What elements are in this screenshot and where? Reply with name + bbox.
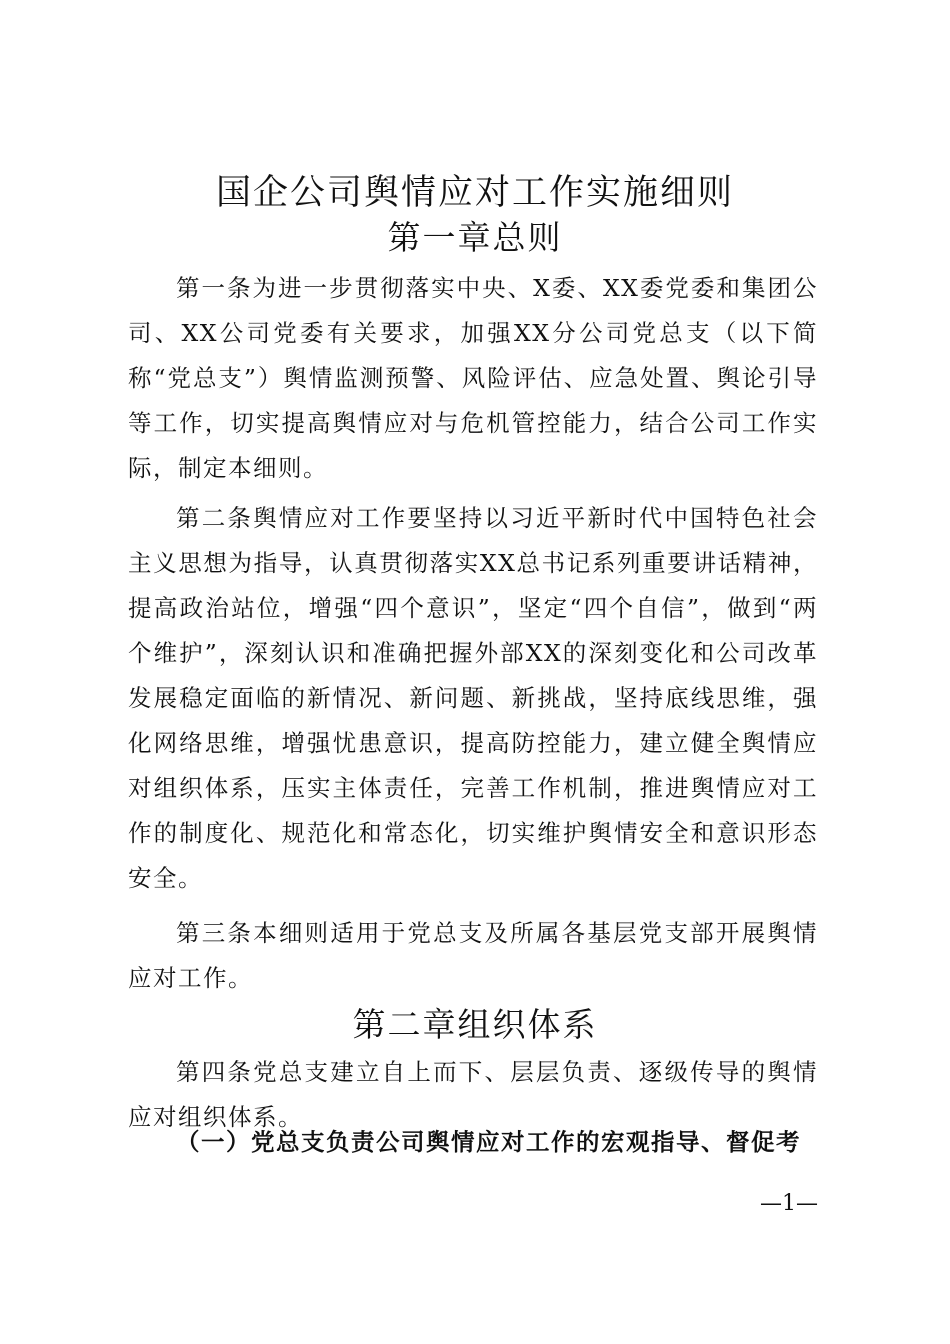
article-3-paragraph: 第三条本细则适用于党总支及所属各基层党支部开展舆情应对工作。 [128,919,818,992]
chapter-2-heading: 第二章组织体系 [352,1005,598,1044]
article-1-paragraph: 第一条为进一步贯彻落实中央、X委、XX委党委和集团公司、XX公司党委有关要求，加强XX分公司党总支（以下简称“党总支”）舆情监测预警、风险评估、应急处置、舆论引导等工作，切实提高舆情应对与危机管控能力，结合公司工作实际，制定本细则。 [128,274,818,482]
item-1-paragraph: （一）党总支负责公司舆情应对工作的宏观指导、督促考 [176,1128,801,1156]
chapter-1-heading: 第一章总则 [387,218,563,257]
article-2-paragraph: 第二条舆情应对工作要坚持以习近平新时代中国特色社会主义思想为指导，认真贯彻落实XX总书记系列重要讲话精神，提高政治站位，增强“四个意识”，坚定“四个自信”，做到“两个维护”，深刻认识和准确把握外部XX的深刻变化和公司改革发展稳定面临的新情况、新问题、新挑战，坚持底线思维，强化网络思维，增强忧患意识，提高防控能力，建立健全舆情应对组织体系，压实主体责任，完善工作机制，推进舆情应对工作的制度化、规范化和常态化，切实维护舆情安全和意识形态安全。 [128,504,818,892]
document-title: 国企公司舆情应对工作实施细则 [215,173,734,213]
page-number: —1— [760,1191,818,1216]
article-4-paragraph: 第四条党总支建立自上而下、层层负责、逐级传导的舆情应对组织体系。 [128,1058,818,1131]
